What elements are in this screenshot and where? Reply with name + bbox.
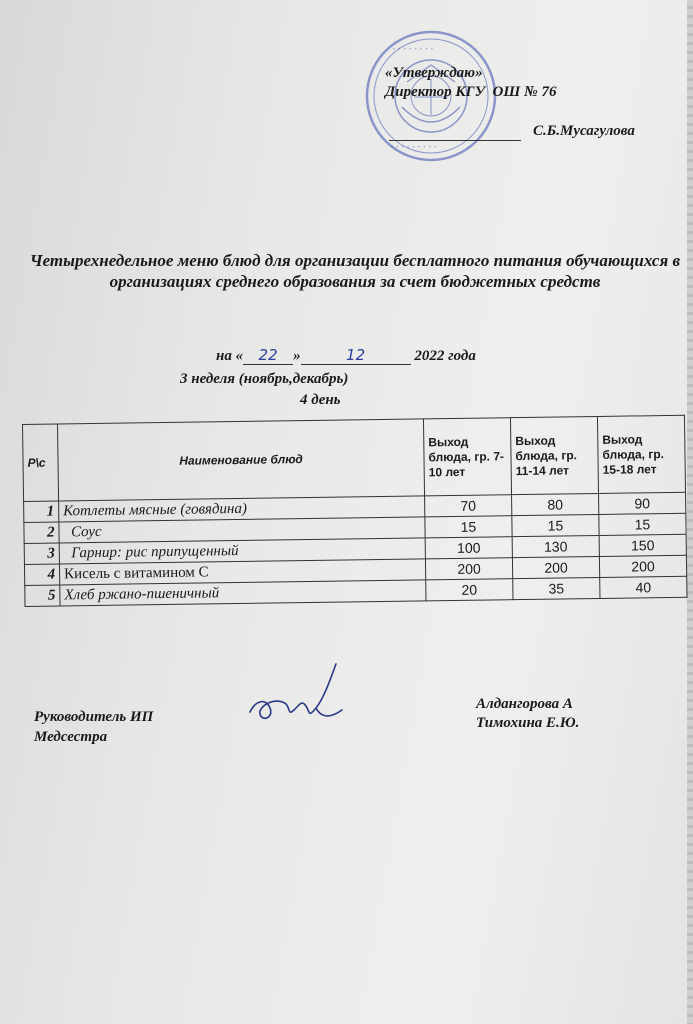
menu-table xyxy=(22,415,687,607)
document-title: Четырехнедельное меню блюд для организации бесплатного питания обучающихся в организациях среднего образования за счет бюджетных средств xyxy=(29,251,681,291)
approval-block xyxy=(385,64,635,139)
role-nurse: Медсестра xyxy=(34,729,108,745)
header-output-7-10: Выход блюда, гр. 7-10 лет xyxy=(423,418,511,496)
row-value-11-14: 200 xyxy=(512,556,599,578)
header-num: Р\с xyxy=(23,424,59,501)
date-day: 22 xyxy=(243,346,293,365)
name-director: Алдангорова А xyxy=(476,696,573,712)
row-value-7-10: 100 xyxy=(425,537,512,559)
date-prefix: на « xyxy=(216,348,244,364)
header-output-15-18: Выход блюда, гр. 15-18 лет xyxy=(597,415,685,493)
date-month: 12 xyxy=(301,346,411,365)
approval-position: Директор КГУ ОШ № 76 xyxy=(385,84,557,100)
director-name: С.Б.Мусагулова xyxy=(533,123,635,139)
row-value-11-14: 80 xyxy=(512,493,599,515)
svg-text:• • • • • • • • •: • • • • • • • • • xyxy=(390,144,438,151)
header-output-11-14: Выход блюда, гр. 11-14 лет xyxy=(510,416,598,494)
row-dish: Соус xyxy=(59,517,425,543)
name-nurse: Тимохина Е.Ю. xyxy=(476,715,580,731)
row-value-15-18: 40 xyxy=(600,576,687,598)
handwritten-signature-icon xyxy=(246,660,346,740)
row-value-7-10: 70 xyxy=(425,495,512,517)
signatory-roles xyxy=(34,707,153,747)
row-value-15-18: 90 xyxy=(599,492,686,514)
day-label: 4 день xyxy=(300,392,341,408)
row-value-15-18: 150 xyxy=(599,534,686,556)
row-value-11-14: 35 xyxy=(513,577,600,599)
date-middle: » xyxy=(293,348,301,364)
row-value-7-10: 200 xyxy=(425,558,512,580)
row-value-15-18: 200 xyxy=(599,555,686,577)
week-label: 3 неделя (ноябрь,декабрь) xyxy=(180,371,349,387)
role-director: Руководитель ИП xyxy=(34,709,154,725)
row-value-11-14: 15 xyxy=(512,514,599,536)
date-line xyxy=(216,346,476,365)
signatory-names xyxy=(476,695,579,733)
row-dish: Гарнир: рис припущенный xyxy=(59,538,425,564)
row-value-11-14: 130 xyxy=(512,535,599,557)
row-num: 2 xyxy=(24,522,59,543)
table-header-row xyxy=(23,415,686,501)
row-value-7-10: 20 xyxy=(426,579,513,601)
spiral-binding-edge xyxy=(687,0,693,1024)
row-num: 3 xyxy=(24,543,59,564)
svg-text:• • • • • • • •: • • • • • • • • xyxy=(392,46,434,53)
row-dish: Хлеб ржано-пшеничный xyxy=(60,580,426,606)
approval-title: «Утверждаю» xyxy=(385,65,483,81)
row-dish: Кисель с витамином С xyxy=(59,559,425,585)
row-num: 4 xyxy=(24,564,59,585)
row-value-7-10: 15 xyxy=(425,516,512,538)
approval-signature-line xyxy=(389,140,521,141)
date-suffix: 2022 года xyxy=(410,348,476,364)
row-num: 5 xyxy=(25,585,60,606)
row-num: 1 xyxy=(24,501,59,522)
header-dish-name: Наименование блюд xyxy=(58,419,425,501)
row-dish: Котлеты мясные (говядина) xyxy=(59,496,425,522)
row-value-15-18: 15 xyxy=(599,513,686,535)
